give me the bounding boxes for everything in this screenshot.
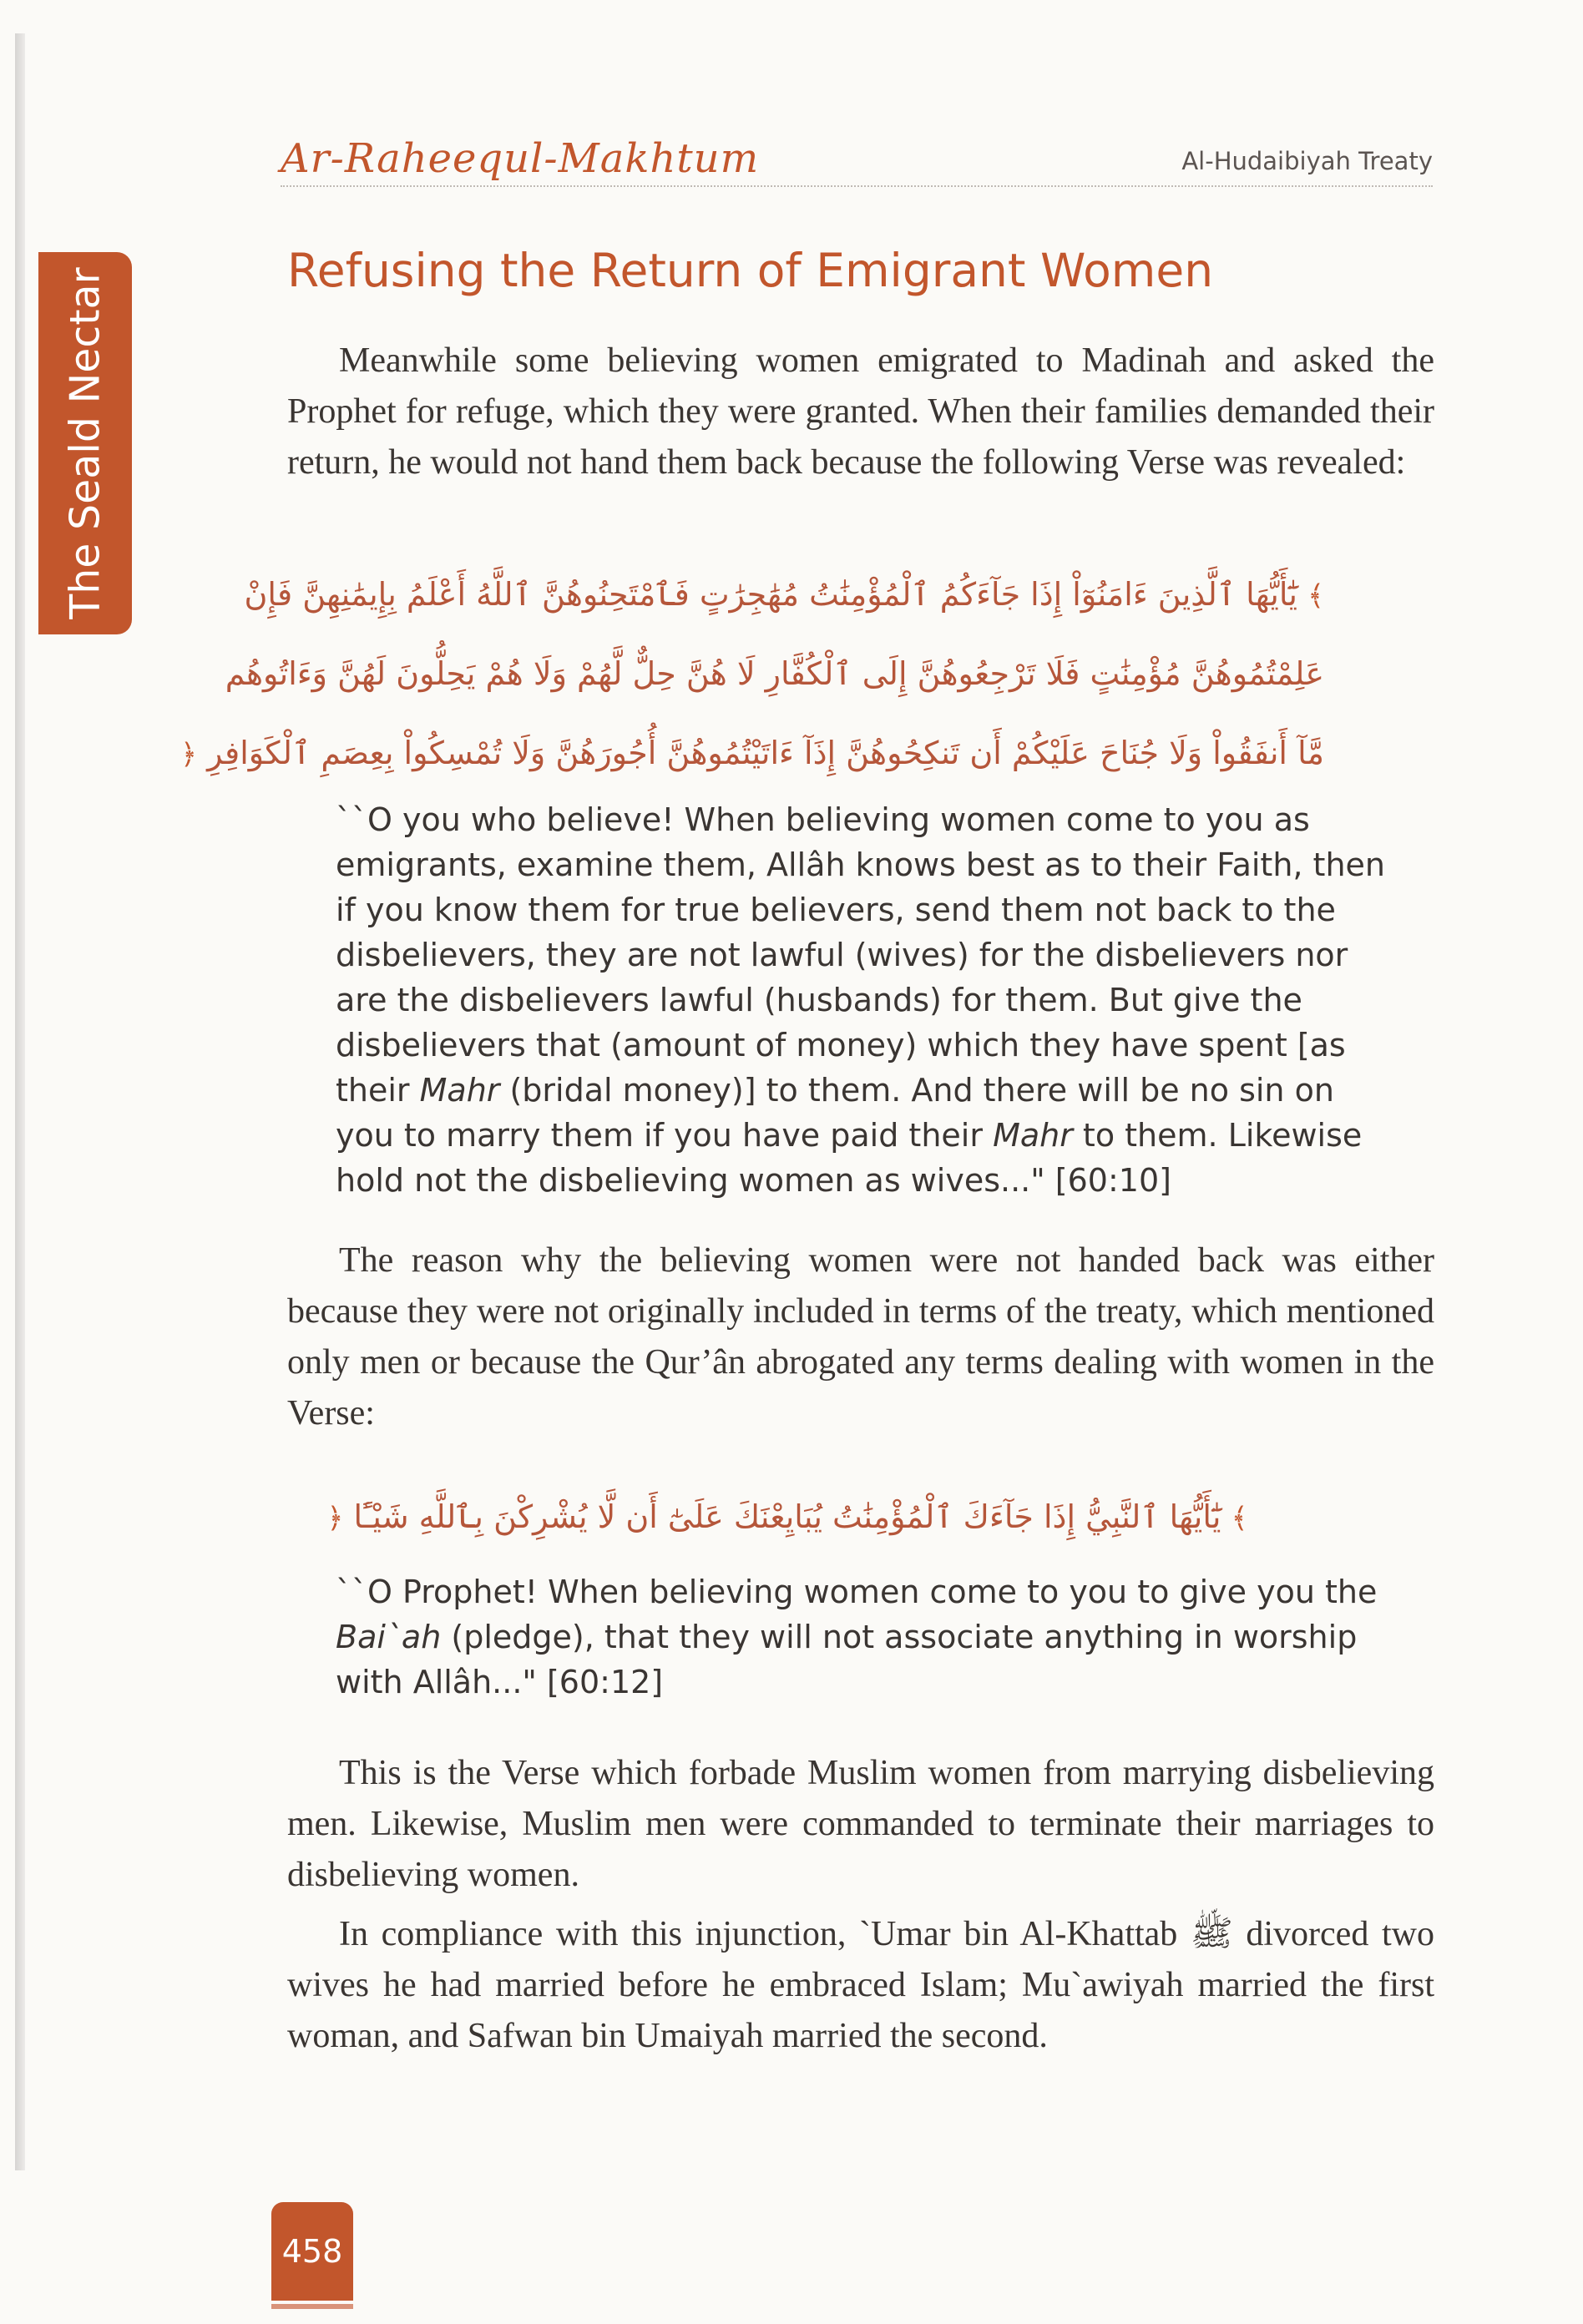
page-number-underline bbox=[271, 2304, 353, 2309]
verse1-translation bbox=[336, 797, 1389, 1203]
paragraph-verse-ruling: This is the Verse which forbade Muslim women from marrying disbelieving men. Likewise, Muslim men were commanded to terminate their marriages to disbelieving women. bbox=[287, 1754, 1434, 1894]
paragraph-intro: Meanwhile some believing women emigrated to Madinah and asked the Prophet for refuge, which they were granted. When their families demanded their return, he would not hand them back because the following Verse was revealed: bbox=[287, 341, 1434, 482]
running-header bbox=[281, 125, 1433, 187]
verse1-term-mahr-2: Mahr bbox=[993, 1117, 1073, 1154]
page-number: 458 bbox=[271, 2202, 353, 2301]
side-tab bbox=[38, 252, 132, 634]
side-tab-label: The Seald Nectar bbox=[61, 267, 109, 619]
verse1-arabic-text-2: عَلِمْتُمُوهُنَّ مُؤْمِنَٰتٍ فَلَا تَرْجِعُوهُنَّ إِلَى ٱلْكُفَّارِ لَا هُنَّ حِلٌّ لَّهُمْ وَلَا هُمْ يَحِلُّونَ لَهُنَّ وَءَاتُوهُم bbox=[225, 655, 1324, 692]
verse2-translation-part-2: (pledge), that they will not associate anything in worship with Allâh..." [60:12] bbox=[336, 1619, 1358, 1700]
verse2-translation-part-1: ``O Prophet! When believing women come to you to give you the bbox=[336, 1574, 1378, 1610]
verse2-arabic-text: يَٰٓأَيُّهَا ٱلنَّبِيُّ إِذَا جَآءَكَ ٱلْمُؤْمِنَٰتُ يُبَايِعْنَكَ عَلَىٰٓ أَن لَّا يُشْرِكْنَ بِٱللَّهِ شَيْـًٔا bbox=[353, 1498, 1221, 1535]
verse2-arabic-line bbox=[250, 1498, 1324, 1535]
verse2-ornament-close: ﴿ bbox=[326, 1502, 344, 1535]
chapter-title: Al-Hudaibiyah Treaty bbox=[1181, 147, 1433, 175]
verse1-arabic-line-3 bbox=[180, 735, 1324, 771]
verse1-arabic-text-1: يَٰٓأَيُّهَا ٱلَّذِينَ ءَامَنُوٓاْ إِذَا جَآءَكُمُ ٱلْمُؤْمِنَٰتُ مُهَٰجِرَٰتٍ فَٱمْتَحِنُوهُنَّ ٱللَّهُ أَعْلَمُ بِإِيمَٰنِهِنَّ فَإِنْ bbox=[244, 576, 1297, 613]
paragraph-compliance: In compliance with this injunction, `Umar bin Al-Khattab ﷺ divorced two wives he had married before he embraced Islam; Mu`awiyah married the first woman, and Safwan bin Umaiyah married the second. bbox=[287, 1915, 1434, 2055]
verse1-translation-part-1: ``O you who believe! When believing women come to you as emigrants, examine them, Allâh knows best as to their Faith, then if you know them for true believers, send them not back to the disbelievers, they are not lawful (wives) for the disbelievers nor are the disbelievers lawful (husbands) for them. But give the disbelievers that (amount of money) which they have spent [as their bbox=[336, 801, 1386, 1109]
verse1-arabic-text-3: مَّآ أَنفَقُواْ وَلَا جُنَاحَ عَلَيْكُمْ أَن تَنكِحُوهُنَّ إِذَآ ءَاتَيْتُمُوهُنَّ أُجُورَهُنَّ وَلَا تُمْسِكُواْ بِعِصَمِ ٱلْكَوَافِرِ bbox=[207, 735, 1324, 771]
verse1-arabic-line-1 bbox=[244, 576, 1324, 613]
page-gutter bbox=[15, 33, 25, 2170]
section-heading: Refusing the Return of Emigrant Women bbox=[287, 244, 1214, 297]
verse1-term-mahr-1: Mahr bbox=[419, 1072, 500, 1109]
verse1-translation-part-3: to them. Likewise hold not the disbelieving women as wives..." [60:10] bbox=[336, 1117, 1363, 1199]
book-title: Ar-Raheequl-Makhtum bbox=[281, 135, 760, 182]
verse2-ornament-open: ﴾ bbox=[1231, 1502, 1248, 1535]
verse1-arabic-line-2 bbox=[225, 655, 1324, 692]
verse1-translation-part-2: (bridal money)] to them. And there will be no sin on you to marry them if you have paid their bbox=[336, 1072, 1334, 1154]
verse2-term-baiah: Bai`ah bbox=[336, 1619, 442, 1655]
verse-ornament-close: ﴿ bbox=[180, 738, 197, 771]
verse2-translation bbox=[336, 1569, 1389, 1705]
verse-ornament-open: ﴾ bbox=[1307, 579, 1324, 613]
paragraph-reason: The reason why the believing women were not handed back was either because they were not originally included in terms of the treaty, which mentioned only men or because the Qur’ân abrogated any terms dealing with women in the Verse: bbox=[287, 1241, 1434, 1432]
